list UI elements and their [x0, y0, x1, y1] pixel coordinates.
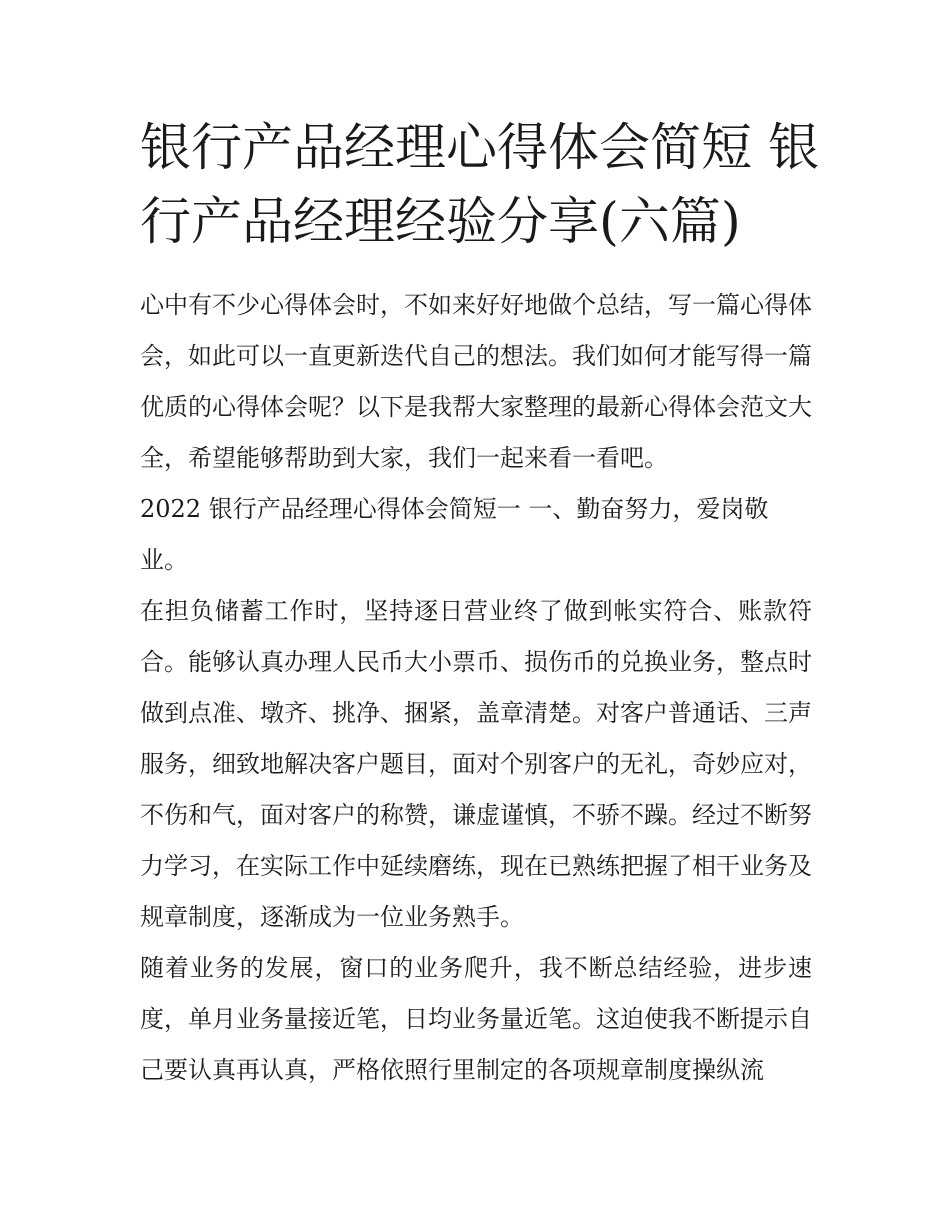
paragraph-intro: 心中有不少心得体会时，不如来好好地做个总结，写一篇心得体会，如此可以一直更新迭代自己的想法。我们如何才能写得一篇优质的心得体会呢？以下是我帮大家整理的最新心得体会范文大全，希望能够帮助到大家，我们一起来看一看吧。: [140, 291, 812, 472]
paragraph-business-growth: 随着业务的发展，窗口的业务爬升，我不断总结经验，进步速度，单月业务量接近笔，日均业务量近笔。这迫使我不断提示自己要认真再认真，严格依照行里制定的各项规章制度操纵流: [140, 954, 812, 1084]
document-title: 银行产品经理心得体会简短 银行产品经理经验分享(六篇): [140, 119, 820, 252]
paragraph-section-heading: 2022 银行产品经理心得体会简短一 一、勤奋努力，爱岗敬业。: [140, 495, 769, 574]
paragraph-savings-work: 在担负储蓄工作时，坚持逐日营业终了做到帐实符合、账款符合。能够认真办理人民币大小票币、损伤币的兑换业务，整点时做到点准、墩齐、挑净、捆紧，盖章清楚。对客户普通话、三声服务，细致地解决客户题目，面对个别客户的无礼，奇妙应对，不伤和气，面对客户的称赞，谦虚谨慎，不骄不躁。经过不断努力学习，在实际工作中延续磨练，现在已熟练把握了相干业务及规章制度，逐渐成为一位业务熟手。: [140, 597, 812, 931]
document-body: [140, 280, 812, 1096]
